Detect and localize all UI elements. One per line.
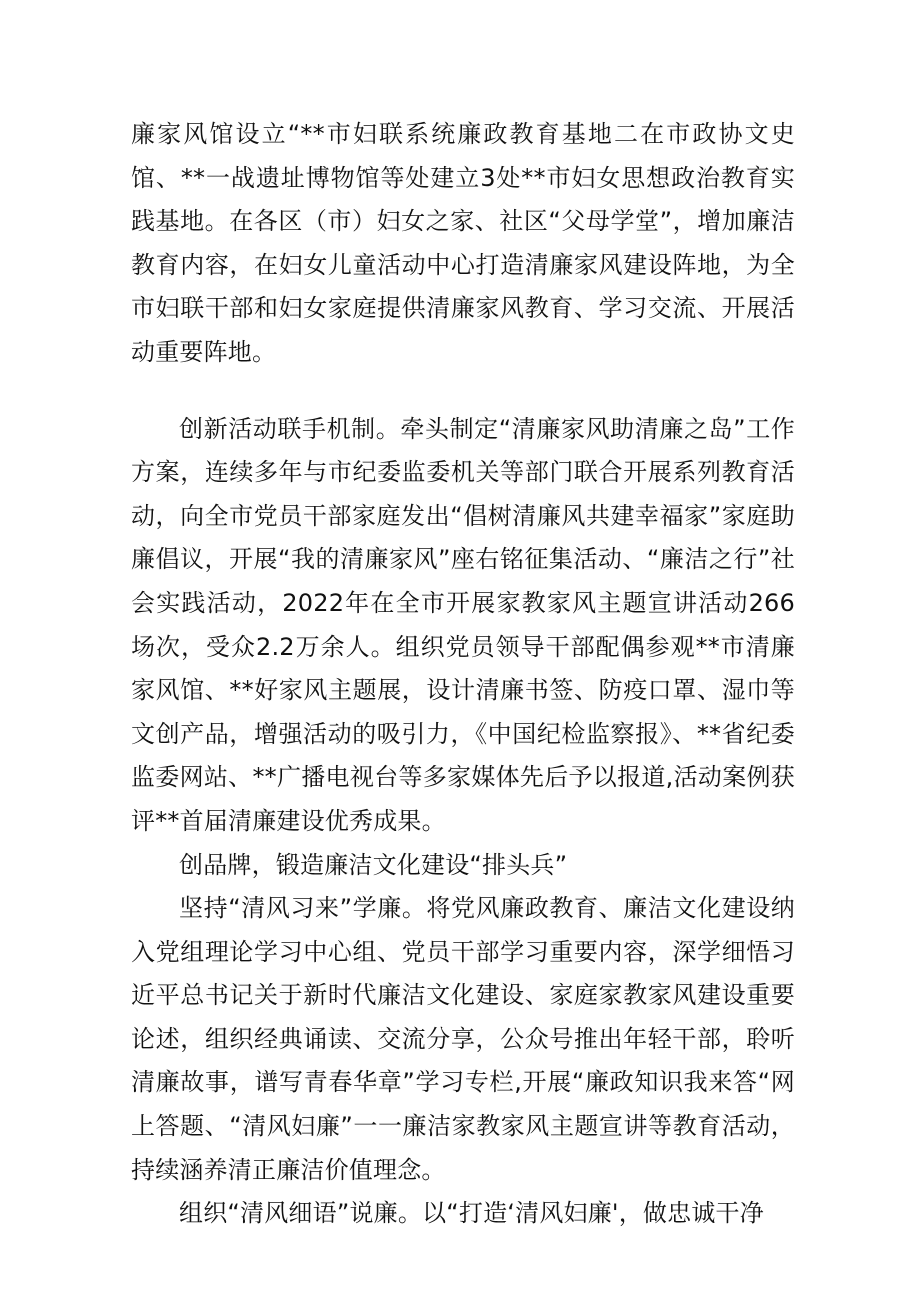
paragraph-speak-integrity: 组织“清风细语”说廉。以“打造‘清风妇廉'，做忠诚干净 — [179, 1199, 764, 1228]
paragraph-activity-mechanism: 创新活动联手机制。牵头制定“清廉家风助清廉之岛”工作方案，连续多年与市纪委监委机关等部门联合开展系列教育活动，向全市党员干部家庭发出“倡树清廉风共建幸福家”家庭助廉倡议，开展“我的清廉家风”座右铭征集活动、“廉洁之行”社会实践活动，2022年在全市开展家教家风主题宣讲活动266场次，受众2.2万余人。组织党员领导干部配偶参观**市清廉家风馆、**好家风主题展，设计清廉书签、防疫口罩、湿巾等文创产品，增强活动的吸引力，《中国纪检监察报》、**省纪委监委网站、**广播电视台等多家媒体先后予以报道,活动案例获评**首届清廉建设优秀成果。 — [131, 414, 795, 835]
section-heading-brand: 创品牌，锻造廉洁文化建设“排头兵” — [179, 850, 568, 879]
paragraph-continuation: 廉家风馆设立“**市妇联系统廉政教育基地二在市政协文史馆、**一战遗址博物馆等处建立3处**市妇女思想政治教育实践基地。在各区（市）妇女之家、社区“父母学堂”，增加廉洁教育内容，在妇女儿童活动中心打造清廉家风建设阵地，为全市妇联干部和妇女家庭提供清廉家风教育、学习交流、开展活动重要阵地。 — [131, 120, 795, 366]
document-body — [131, 113, 795, 1236]
paragraph-study-integrity: 坚持“清风习来”学廉。将党风廉政教育、廉洁文化建设纳入党组理论学习中心组、党员干部学习重要内容，深学细悟习近平总书记关于新时代廉洁文化建设、家庭家教家风建设重要论述，组织经典诵读、交流分享，公众号推出年轻干部，聆听清廉故事，谱写青春华章”学习专栏,开展“廉政知识我来答“网上答题、“清风妇廉”一一廉洁家教家风主题宣讲等教育活动，持续涵养清正廉洁价值理念。 — [131, 894, 795, 1184]
